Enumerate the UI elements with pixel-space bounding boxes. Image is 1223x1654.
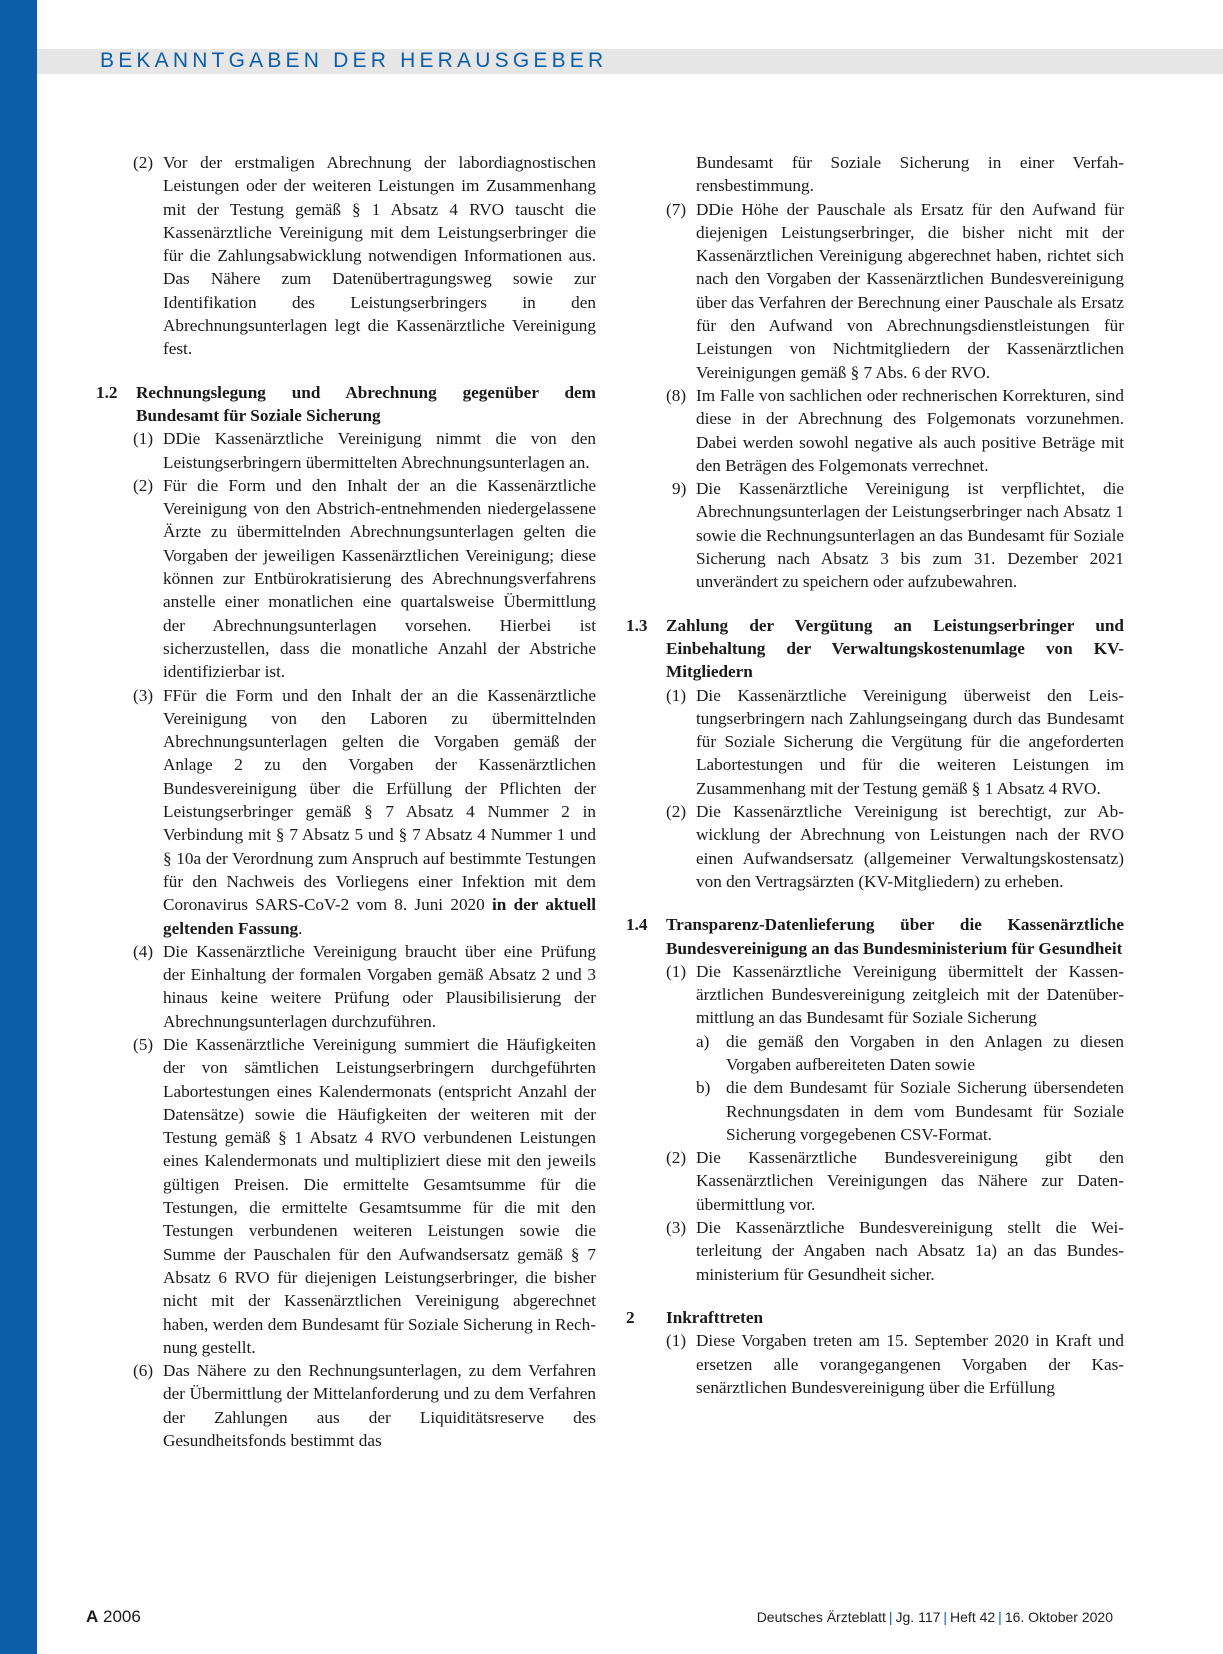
- item-text: Vor der erstmaligen Abrechnung der labordiagnostischen Leistungen oder der weiteren Leistungen im Zusammenhang mit der Testung gemäß § 1 Absatz 4 RVO tauscht die Kassenärztliche Vereinigung mit dem Leistungserbringer die für die Zahlungsabwicklung notwendigen Informationen aus. Das Nähere zum Datenübertragungsweg sowie zur Identifikation des Leistungserbringers in den Abrechnungsunterlagen legt die Kassenärztliche Vereinigung fest.: [163, 153, 596, 359]
- paragraph-item: [96, 1359, 596, 1452]
- sub-item-letter: b): [696, 1078, 711, 1098]
- section-title: Transparenz-Datenlieferung über die Kassenärztliche Bundesvereinigung an das Bundesministerium für Gesundheit: [666, 915, 1124, 958]
- item-number: (2): [133, 475, 154, 495]
- paragraph-item: [626, 477, 1124, 593]
- item-text: die gemäß den Vorgaben in den Anlagen zu diesen Vorgaben aufbereiteten Daten sowie: [726, 1031, 1124, 1074]
- paragraph-continuation: Bundesamt für Soziale Sicherung in einer Verfahrensbestimmung.: [696, 153, 1124, 196]
- item-text: DDie Kassenärztliche Vereinigung nimmt die von den Leistungserbringern übermittelten Abrechnungsunterlagen an.: [163, 429, 596, 472]
- side-color-bar: [0, 0, 37, 1654]
- item-text: .: [298, 918, 303, 938]
- section-title: Inkrafttreten: [666, 1307, 764, 1327]
- paragraph-item: [96, 151, 596, 361]
- item-number: (6): [133, 1361, 154, 1381]
- item-number: (1): [133, 429, 154, 449]
- paragraph-item: [626, 1216, 1124, 1286]
- section-title: Rechnungslegung und Abrechnung gegenüber dem Bundesamt für Soziale Sicherung: [136, 382, 596, 425]
- section-heading: [626, 913, 1124, 960]
- item-number: (1): [666, 685, 687, 705]
- journal-date: 16. Oktober 2020: [1004, 1609, 1113, 1625]
- section-number: 1.3: [626, 615, 648, 635]
- sub-item-letter: a): [696, 1031, 710, 1051]
- section-number: 2: [626, 1307, 635, 1327]
- paragraph-item: [626, 800, 1124, 893]
- paragraph-item: [96, 684, 596, 940]
- item-number: (2): [666, 802, 687, 822]
- item-text: Das Nähere zu den Rechnungsunterlagen, zu dem Verfahren der Übermittlung der Mittelanforderung und zu dem Verfahren der Zahlungen aus der Liquiditätsreserve des Gesundheitsfonds bestimmt das: [163, 1361, 596, 1451]
- item-text: Die Kassenärztliche Vereinigung braucht über eine Prüfung der Einhaltung der formalen Vorgaben gemäß Absatz 2 und 3 hinaus keine weitere Prüfung oder Plausibilisierung der Abrechnungsunterlagen durchzuführen.: [163, 941, 596, 1031]
- section-number: 1.4: [626, 915, 648, 935]
- item-text-bold: in der aktuell geltenden Fassung: [163, 895, 597, 938]
- item-text: Für die Form und den Inhalt der an die Kassenärztliche Vereinigung von den Abstrich-entnehmenden niedergelassene Ärzte zu übermittelnden Abrechnungsunterlagen gelten die Vorgaben der jeweiligen Kassenärztlichen Vereinigung; diese können zur Entbürokratisierung des Abrechnungsverfahrens anstelle einer monatlichen eine quartalsweise Übermittlung der Abrechnungsunterlagen vorsehen. Hierbei ist sicherzustellen, dass die monatliche Anzahl der Abstriche identifizierbar ist.: [163, 475, 596, 682]
- left-column: [96, 151, 596, 1452]
- section-heading: [626, 614, 1124, 684]
- paragraph-item: [96, 427, 596, 474]
- item-number: (2): [133, 153, 154, 172]
- journal-name: Deutsches Ärzteblatt: [756, 1609, 886, 1625]
- item-number: (8): [666, 385, 687, 405]
- paragraph-item: [626, 384, 1124, 477]
- paragraph-item: [96, 1033, 596, 1359]
- item-number: (1): [666, 961, 687, 981]
- paragraph-item: [626, 1329, 1124, 1399]
- item-text: Die Kassenärztliche Bundesvereinigung gibt den Kassenärztlichen Vereinigungen das Nähere zur Datenübermittlung vor.: [696, 1148, 1124, 1214]
- footer-separator: |: [943, 1609, 948, 1625]
- journal-volume: Jg. 117: [895, 1609, 941, 1625]
- section-header-title: BEKANNTGABEN DER HERAUSGEBER: [100, 49, 608, 72]
- item-number: (4): [133, 941, 154, 961]
- paragraph-item: [626, 1146, 1124, 1216]
- item-text: FFür die Form und den Inhalt der an die Kassenärztliche Vereinigung von den Laboren zu übermittelnden Abrechnungsunterlagen gelten die Vorgaben gemäß der Anlage 2 zu den Vorgaben der Kassenärztlichen Bundesvereinigung über die Erfüllung der Pflichten der Leistungserbringer gemäß § 7 Absatz 4 Nummer 2 in Verbindung mit § 7 Absatz 5 und § 7 Absatz 4 Nummer 1 und § 10a der Verordnung zum Anspruch auf bestimmte Testungen für den Nachweis des Vorliegens einer Infektion mit dem Coronavirus SARS-CoV-2 vom 8. Juni 2020: [163, 685, 596, 915]
- paragraph-item: [96, 474, 596, 684]
- item-number: (3): [133, 685, 154, 705]
- item-text: DDie Höhe der Pauschale als Ersatz für den Aufwand für diejenigen Leistungserbringer, die bisher nicht mit der Kassenärztlichen Vereinigung abgerechnet haben, richtet sich nach den Vorgaben der Kassenärztlichen Bundesvereinigung über das Verfahren der Berechnung einer Pauschale als Ersatz für den Aufwand von Abrechnungsdienstleistungen für Leistungen von Nichtmitgliedern der Kassenärztlichen Vereinigungen gemäß § 7 Abs. 6 der RVO.: [696, 199, 1124, 382]
- section-heading: [96, 381, 596, 428]
- section-heading: [626, 1306, 1124, 1329]
- item-text: Die Kassenärztliche Vereinigung übermittelt der Kassenärztlichen Bundesvereinigung zeitgleich mit der Datenübermittlung an das Bundesamt für Soziale Sicherung: [696, 961, 1124, 1028]
- page-number: [86, 1607, 141, 1627]
- footer-separator: |: [998, 1609, 1002, 1625]
- item-number: (5): [133, 1034, 154, 1054]
- section-title: Zahlung der Vergütung an Leistungserbringer und Einbehaltung der Verwaltungskostenumlage von KV-Mitgliedern: [666, 615, 1124, 682]
- item-number: (2): [666, 1148, 687, 1168]
- item-text: Die Kassenärztliche Vereinigung summiert die Häufigkeiten der von sämtlichen Leistungserbringern durchgeführten Labortestungen eines Kalendermonats (entspricht Anzahl der Datensätze) sowie die Häufigkeiten der weiteren mit der Testung gemäß § 1 Absatz 4 RVO verbundenen Leistungen eines Kalendermonats und multipliziert diese mit den jeweils gültigen Preisen. Die ermittelte Gesamtsumme für die Testungen, die ermittelte Gesamtsumme für die mit den Testungen verbundenen weiteren Leistungen sowie die Summe der Pauschalen für den Aufwandsersatz gemäß § 7 Absatz 6 RVO für diejenigen Leistungserbringer, die bisher nicht mit der Kassenärztlichen Vereinigung abgerechnet haben, werden dem Bundesamt für Soziale Sicherung in Rechnung gestellt.: [163, 1034, 596, 1357]
- journal-issue: Heft 42: [950, 1609, 996, 1625]
- item-text: Die Kassenärztliche Vereinigung ist verpflichtet, die Abrechnungsunterlagen der Leistungserbringer nach Absatz 1 sowie die Rechnungsunterlagen an das Bundesamt für Soziale Sicherung nach Absatz 3 bis zum 31. Dezember 2021 unverändert zu speichern oder aufzubewahren.: [696, 479, 1124, 592]
- paragraph-item: [96, 940, 596, 1033]
- item-text: Im Falle von sachlichen oder rechnerischen Korrekturen, sind diese in der Abrechnung des Folgemonats vorzunehmen. Dabei werden sowohl negative als auch positive Beträge mit den Beträgen des Folgemonats verrechnet.: [696, 385, 1124, 475]
- item-number: (7): [666, 199, 687, 219]
- item-text: Die Kassenärztliche Bundesvereinigung stellt die Weiterleitung der Angaben nach Absatz 1a) an das Bundesministerium für Gesundheit sicher.: [696, 1218, 1124, 1284]
- section-number: 1.2: [96, 382, 118, 402]
- journal-footer: [757, 1609, 1113, 1625]
- footer-separator: |: [888, 1609, 893, 1625]
- right-column: [626, 151, 1124, 1399]
- item-text: die dem Bundesamt für Soziale Sicherung übersendeten Rechnungsdaten in dem vom Bundesamt für Soziale Sicherung vorgegebenen CSV-Format.: [726, 1078, 1124, 1144]
- item-number: (1): [666, 1331, 687, 1351]
- paragraph-item: [626, 960, 1124, 1030]
- item-text: Die Kassenärztliche Vereinigung überweist den Leistungserbringern nach Zahlungseingang durch das Bundesamt für Soziale Sicherung die Vergütung für die angeforderten Labortestungen und für die weiteren Leistungen im Zusammenhang mit der Testung gemäß § 1 Absatz 4 RVO.: [696, 685, 1124, 798]
- sub-item: [626, 1076, 1124, 1146]
- item-text: Diese Vorgaben treten am 15. September 2020 in Kraft und ersetzen alle vorangegangenen Vorgaben der Kassenärztlichen Bundesvereinigung über die Erfüllung: [696, 1331, 1124, 1397]
- sub-item: [626, 1030, 1124, 1077]
- paragraph-item: [626, 198, 1124, 384]
- page-prefix: A: [86, 1607, 99, 1626]
- item-number: 9): [672, 479, 687, 499]
- item-text: Die Kassenärztliche Vereinigung ist berechtigt, zur Abwicklung der Abrechnung von Leistungen nach der RVO einen Aufwandsersatz (allgemeiner Verwaltungskostensatz) von den Vertragsärzten (KV-Mitgliedern) zu erheben.: [696, 802, 1124, 891]
- item-number: (3): [666, 1218, 687, 1238]
- page-number-value: 2006: [103, 1607, 141, 1626]
- paragraph-item: [626, 684, 1124, 800]
